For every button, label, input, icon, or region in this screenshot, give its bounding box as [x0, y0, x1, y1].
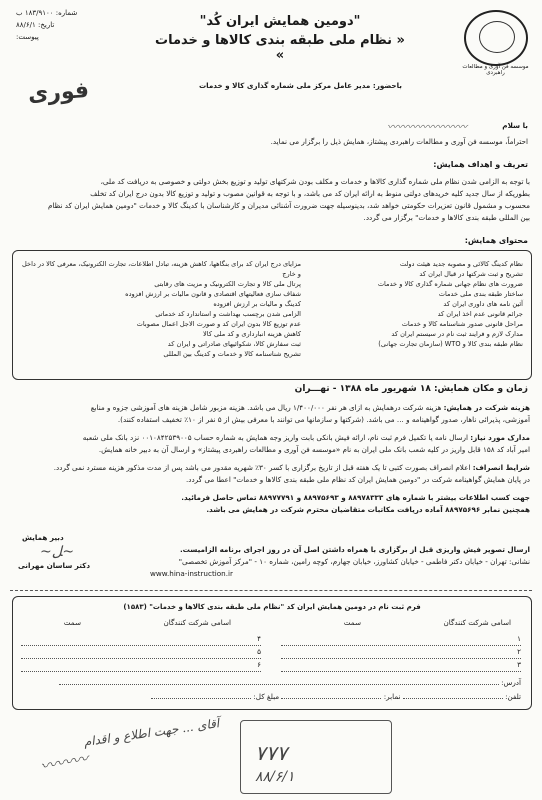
intro-text: احتراماً، موسسه فن آوری و مطالعات راهبردی پیشتاز، همایش ذیل را برگزار می نماید. [270, 137, 528, 146]
form-col-position-left: سمت [63, 618, 81, 627]
list-item: جرائم قانونی عدم اخذ ایران کد [437, 310, 523, 318]
list-item: ثبت سفارش کالا، شکوائیهای صادراتی و ایران کد [167, 340, 301, 348]
list-item: الزامی شدن برچسب بهداشت و استاندارد کد خدماتی [155, 310, 301, 318]
greeting: با سلام [502, 121, 528, 130]
form-rows-left [21, 633, 261, 672]
cut-line [10, 590, 532, 591]
form-row[interactable]: ۲ [281, 646, 521, 659]
institute-logo-icon [464, 10, 528, 66]
conditions-section: شرایط انصراف: اعلام انصراف بصورت کتبی تا یک هفته قبل از تاریخ برگزاری با کسر ۳۰٪ شهریه مقدور می باشد پس از مدت مذکور هزینه مسترد نمی گردد. در پایان همایش گواهینامه شرکت در "دومین همایش ایران کد نظام ملی طبقه بندی کالاها و خدمات" اعطا می گردد. [53, 463, 530, 484]
list-item: مراحل قانونی صدور شناسنامه کالا و خدمات [401, 320, 523, 328]
list-item: کدینگ و مالیات بر ارزش افزوده [213, 300, 301, 308]
list-item: ضرورت های نظام جهانی شماره گذاری کالا و خدمات [377, 280, 523, 288]
list-item: نظام طبقه بندی کالا و WTO (سازمان تجارت جهانی) [378, 340, 523, 348]
list-item: مزایای درج ایران کد برای بنگاهها، کاهش هزینه، تبادل اطلاعات، تجارت الکترونیک، معرفی کالا در داخل و خارج [22, 260, 301, 278]
page-title: "دومین همایش ایران کُد" [199, 14, 361, 29]
form-row[interactable]: ۴ [21, 633, 261, 646]
address-note: نشانی: تهران - خیابان دکتر فاطمی - خیابان کشاورز، خیابان جهارم، کوچه رامین، شماره ۱۰ - "مرکز آموزش تخصصی" [178, 557, 530, 566]
date-row: تاریخ: ۸۸/۶/۱ [16, 21, 55, 29]
stamp-date: ۸۸/۶/۱ [255, 769, 295, 785]
page-subtitle: « نظام ملی طبقه بندی کالاها و خدمات » [155, 33, 405, 63]
address-field[interactable] [59, 684, 499, 685]
signature-title: دبیر همایش [22, 533, 64, 542]
list-item: مدارک لازم و فرایند ثبت نام در سیستم ایران کد [391, 330, 523, 338]
documents-label: مدارک مورد نیاز: [470, 433, 530, 442]
form-row[interactable]: ۵ [21, 646, 261, 659]
receipt-stamp [240, 720, 392, 794]
handwritten-scribble: 〰〰〰 [38, 748, 90, 777]
signature-scribble: ~ﻞ~ [40, 544, 75, 560]
list-item: کاهش هزینه انبارداری و کد ملی کالا [203, 330, 301, 338]
form-contact-row: تلفن: نمابر: مبلغ کل: [21, 691, 521, 703]
list-item: آئین نامه های داوری ایران کد [443, 300, 523, 308]
contact-fax: همچنین نمابر ۸۸۹۷۵۶۹۶ آماده دریافت مکاتبات متقاضیان محترم شرکت در همایش می باشد. [206, 505, 530, 514]
content-left-column [21, 259, 301, 359]
handwritten-recipient: 〰〰〰〰〰〰〰〰 [387, 122, 467, 133]
fee-label: هزینه شرکت در همایش: [443, 403, 530, 412]
list-item: ساختار طبقه بندی ملی خدمات [438, 290, 523, 298]
list-item: پرتال ملی کالا و تجارت الکترونیک و مزیت های رقابتی [154, 280, 301, 288]
stamp-handwritten-number: ۷۷۷ [255, 741, 288, 765]
signature-name: دکتر ساسان مهرانی [18, 561, 91, 570]
content-title: محتوای همایش: [464, 236, 528, 245]
fax-field[interactable] [281, 698, 381, 699]
list-item: تشریح و ثبت شرکتها در قبال ایران کد [419, 270, 523, 278]
notes-section [150, 544, 530, 580]
content-box [12, 250, 532, 380]
documents-section: مدارک مورد نیاز: ارسال نامه یا تکمیل فرم ثبت نام، ارائه فیش بانکی بابت واریز وجه همایش به شماره حساب ۰۰۱۰۸۴۲۵۳۹۰۰۵ نزد بانک ملی شعبه امیر آباد کد ۱۵۸ قابل واریز در کلیه شعب بانک ملی ایران به نام «موسسه فن آوری و مطالعات راهبردی پیشتاز» و ارسال آن به دبیر خانه همایش. [82, 433, 530, 454]
definition-title: تعریف و اهداف همایش: [433, 160, 528, 169]
recipient-line: باحضور: مدیر عامل مرکز ملی شماره گذاری کالا و خدمات [198, 81, 402, 90]
conditions-label: شرایط انصراف: [472, 463, 530, 472]
form-address-row: آدرس: [21, 677, 521, 689]
form-title: فرم ثبت نام در دومین همایش ایران کد "نظام ملی طبقه بندی کالاها و خدمات" (۱۵۸۳) [123, 603, 421, 611]
list-item: تشریح شناسنامه کالا و خدمات و کدینگ بین المللی [163, 350, 301, 358]
letter-number: ۱۸۳/۹۱۰۰ ب [16, 9, 54, 17]
form-row[interactable]: ۳ [281, 659, 521, 672]
form-row[interactable]: ۱ [281, 633, 521, 646]
content-right-column [308, 259, 523, 349]
form-row[interactable]: ۶ [21, 659, 261, 672]
form-col-position-right: سمت [343, 618, 361, 627]
list-item: عدم توزیع کالا بدون ایران کد و صورت الاجل اعمال مصوبات [136, 320, 301, 328]
contact-section [10, 492, 530, 516]
form-rows-right [281, 633, 521, 672]
list-item: نظام کدینگ کالائی و مصوبه جدید هیئت دولت [399, 260, 523, 268]
list-item: شفاف سازی فعالیتهای اقتصادی و قانون مالیات بر ارزش افزوده [125, 290, 301, 298]
payment-note: ارسال تصویر فیش واریزی قبل از برگزاری با همراه داشتن اصل آن در روز اجرای برنامه الزامیست. [179, 545, 530, 554]
contact-phones: جهت کسب اطلاعات بیشتر با شماره های ۸۸۹۷۸۳۳۳ و ۸۸۹۷۵۶۹۳ و ۸۸۹۷۷۷۹۱ تماس حاصل فرمائید. [181, 493, 530, 502]
letter-date: ۸۸/۶/۱ [16, 21, 36, 29]
website-link[interactable]: www.hina-instruction.ir [150, 569, 233, 578]
form-col-names-left: اسامی شرکت کنندگان [163, 618, 231, 627]
phone-field[interactable] [403, 698, 503, 699]
venue-line: زمان و مکان همایش: ۱۸ شهریور ماه ۱۳۸۸ - تهـــران [294, 384, 528, 394]
total-field[interactable] [151, 698, 251, 699]
number-row: شماره: ۱۸۳/۹۱۰۰ ب [16, 9, 78, 17]
registration-form [12, 596, 532, 710]
attachment-row: پیوست: [16, 33, 39, 41]
definition-paragraph: با توجه به الزامی شدن نظام ملی شماره گذاری کالاها و خدمات و مکلف بودن شرکتهای تولید و توزیع بخش دولتی و خصوصی به دریافت کد ملی، بطوریکه از سال جدید کلیه خریدهای دولتی منوط به ارائه ایران کد می باشد، و با توجه به قوانین مصوب و تولید و توزیع کالا بدون درج ایران کد تخلف محسوب و مشمول قانون تعزیرات حکومتی خواهد شد، بدینوسیله جهت ضرورت آشنائی مدیران و کارشناسان با کدینگ کالا و خدمات "دومین همایش ایران کد نظام بین المللی طبقه بندی کالاها و خدمات" برگزار می گردد. [47, 177, 530, 222]
form-col-names-right: اسامی شرکت کنندگان [443, 618, 511, 627]
logo-caption: موسسه فن آوری و مطالعات راهبردی [462, 64, 529, 76]
handwritten-note: آقای ... جهت اطلاع و اقدام [82, 716, 221, 750]
urgent-mark: فوری [27, 77, 90, 108]
fee-section: هزینه شرکت در همایش: هزینه شرکت درهمایش به ازای هر نفر ۱/۴۰۰/۰۰۰ ریال می باشد. هزینه مزبور شامل هزینه های آموزشی جزوه و منابع آموزشی، پذیرائی ناهار، صدور گواهینامه و ... می باشد. (شرکتها و سازمانها می توانند با معرفی بیش از ۵ نفر از ۱۰٪ تخفیف استفاده کنند). [90, 403, 530, 424]
